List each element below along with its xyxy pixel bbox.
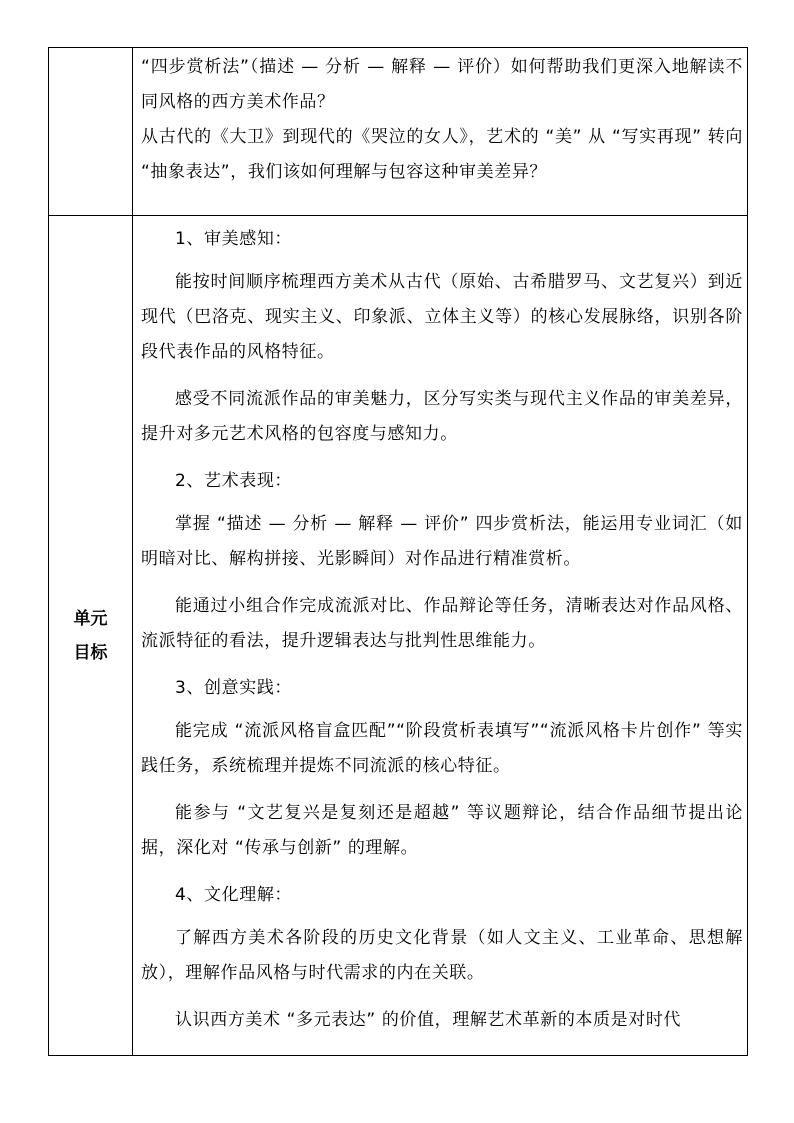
unit-goals-label-cell [49,216,133,1056]
guiding-question-1: “四步赏析法”（描述 — 分析 — 解释 — 评价）如何帮助我们更深入地解读不同风格的西方美术作品？ [141,57,743,112]
unit-plan-table [48,47,748,1056]
section-heading-cultural-understanding: 4、文化理解： [175,885,293,905]
artistic-expression-para-1: 掌握 “描述 — 分析 — 解释 — 评价” 四步赏析法，能运用专业词汇（如明暗对比、解构拼接、光影瞬间）对作品进行精准赏析。 [141,514,743,569]
guiding-questions-row [49,48,748,216]
cultural-understanding-para-1: 了解西方美术各阶段的历史文化背景（如人文主义、工业革命、思想解放），理解作品风格与时代需求的内在关联。 [141,928,743,983]
row-label-cell-empty [49,48,133,216]
guiding-questions-cell [133,48,748,216]
section-heading-creative-practice: 3、创意实践： [175,678,293,698]
unit-goals-label-line2: 目标 [73,642,108,663]
artistic-expression-para-2: 能通过小组合作完成流派对比、作品辩论等任务，清晰表达对作品风格、流派特征的看法，提升逻辑表达与批判性思维能力。 [141,596,743,651]
section-heading-artistic-expression: 2、艺术表现： [175,471,293,491]
creative-practice-para-1: 能完成 “流派风格盲盒匹配”“阶段赏析表填写”“流派风格卡片创作” 等实践任务，系统梳理并提炼不同流派的核心特征。 [141,721,743,776]
cultural-understanding-para-2: 认识西方美术 “多元表达” 的价值，理解艺术革新的本质是对时代 [175,1010,682,1030]
section-heading-aesthetic-perception: 1、审美感知： [175,229,293,249]
unit-goals-content-cell [133,216,748,1056]
creative-practice-para-2: 能参与 “文艺复兴是复刻还是超越” 等议题辩论，结合作品细节提出论据，深化对 “传承与创新” 的理解。 [141,803,743,858]
unit-goals-row [49,216,748,1056]
guiding-question-2: 从古代的《大卫》到现代的《哭泣的女人》，艺术的 “美” 从 “写实再现” 转向 “抽象表达”，我们该如何理解与包容这种审美差异？ [141,127,743,182]
aesthetic-perception-para-1: 能按时间顺序梳理西方美术从古代（原始、古希腊罗马、文艺复兴）到近现代（巴洛克、现实主义、印象派、立体主义等）的核心发展脉络，识别各阶段代表作品的风格特征。 [141,272,743,362]
unit-goals-label-line1: 单元 [73,608,108,629]
aesthetic-perception-para-2: 感受不同流派作品的审美魅力，区分写实类与现代主义作品的审美差异，提升对多元艺术风格的包容度与感知力。 [141,389,743,444]
